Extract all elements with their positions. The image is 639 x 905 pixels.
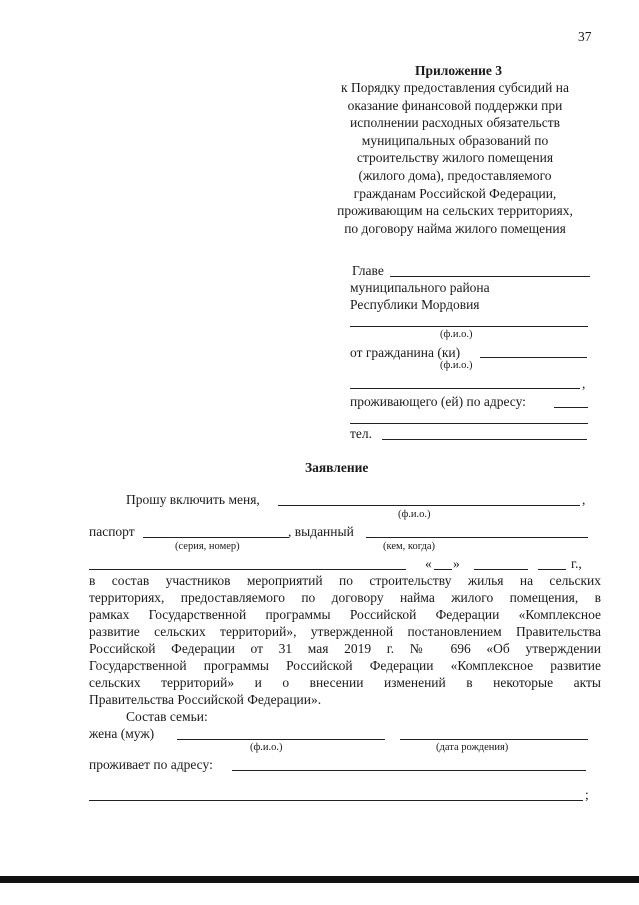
body-line: развитие сельских территорий», утвержденной постановлением Правительства <box>89 624 601 639</box>
address-field[interactable] <box>350 423 588 424</box>
year-suffix: г., <box>571 556 582 571</box>
include-me-label: Прошу включить меня, <box>126 492 260 507</box>
appendix-line: исполнении расходных обязательств <box>350 115 560 131</box>
appendix-line: оказание финансовой поддержки при <box>347 97 563 113</box>
spouse-birthdate-field[interactable] <box>400 739 588 740</box>
from-citizen-label: от гражданина (ки) <box>350 345 461 360</box>
district-label: муниципального района <box>350 280 490 295</box>
quote-close: » <box>453 556 460 571</box>
appendix-line: муниципальных образований по <box>361 132 549 148</box>
month-field[interactable] <box>474 569 528 570</box>
spouse-address-field[interactable] <box>232 770 586 771</box>
body-line: Государственной программы Российской Федерации «Комплексное развитие <box>89 658 601 673</box>
issuer-continued-field[interactable] <box>89 569 406 570</box>
appendix-line: к Порядку предоставления субсидий на <box>341 80 569 95</box>
passport-series-field[interactable] <box>143 537 289 538</box>
appendix-line: строительству жилого помещения <box>356 150 554 166</box>
body-line: Правительства Российской Федерации». <box>89 692 322 707</box>
body-line: сельских территорий» и о внесении изменений в некоторые акты <box>89 675 601 690</box>
tel-field[interactable] <box>382 439 587 440</box>
semicolon: ; <box>585 787 589 802</box>
birth-hint: (дата рождения) <box>436 742 509 753</box>
residing-label: проживающего (ей) по адресу: <box>350 394 526 409</box>
spouse-fio-hint: (ф.и.о.) <box>250 742 283 753</box>
fio-hint: (ф.и.о.) <box>440 329 473 340</box>
appendix-line: (жилого дома), предоставляемого <box>358 167 552 183</box>
scan-edge-bar <box>0 876 639 883</box>
quote-open: « <box>425 556 432 571</box>
passport-issuer-field[interactable] <box>366 537 588 538</box>
passport-label: паспорт <box>89 524 135 539</box>
appendix-line: гражданам Российской Федерации, <box>353 185 557 201</box>
comma: , <box>582 492 586 507</box>
issuer-hint: (кем, когда) <box>383 541 435 552</box>
fio-hint: (ф.и.о.) <box>398 509 431 520</box>
series-hint: (серия, номер) <box>175 541 240 552</box>
family-label: Состав семьи: <box>126 709 208 724</box>
issued-label: , выданный <box>288 524 354 539</box>
citizen-fio-field[interactable] <box>350 388 580 389</box>
body-line: Российской Федерации от 31 мая 2019 г. № 696 «Об утверждении <box>89 641 601 656</box>
tel-label: тел. <box>350 426 373 441</box>
year-field[interactable] <box>538 569 566 570</box>
page-number: 37 <box>578 29 592 44</box>
head-name-field[interactable] <box>390 276 590 277</box>
applicant-fio-field[interactable] <box>278 505 580 506</box>
appendix-line: по договору найма жилого помещения <box>344 220 566 236</box>
lives-at-label: проживает по адресу: <box>89 757 213 772</box>
appendix-title: Приложение 3 <box>415 63 503 78</box>
head-fio-field[interactable] <box>350 326 588 327</box>
spouse-label: жена (муж) <box>89 726 155 741</box>
day-field[interactable] <box>434 569 452 570</box>
body-line: в состав участников мероприятий по строительству жилья на сельских <box>89 573 601 588</box>
head-label: Главе <box>352 263 384 278</box>
body-line: территориях, предоставляемого по договору найма жилого помещения, в <box>89 590 601 605</box>
comma: , <box>582 376 586 391</box>
statement-title: Заявление <box>305 460 369 475</box>
fio-hint-2: (ф.и.о.) <box>440 360 473 371</box>
appendix-line: проживающим на сельских территориях, <box>337 203 573 219</box>
citizen-name-field[interactable] <box>480 357 587 358</box>
residing-field-inline[interactable] <box>554 407 588 408</box>
body-line: рамках Государственной программы Российской Федерации «Комплексное <box>89 607 601 622</box>
appendix-text <box>320 79 590 237</box>
spouse-address-continued-field[interactable] <box>89 800 583 801</box>
republic-label: Республики Мордовия <box>350 297 480 312</box>
spouse-fio-field[interactable] <box>177 739 385 740</box>
